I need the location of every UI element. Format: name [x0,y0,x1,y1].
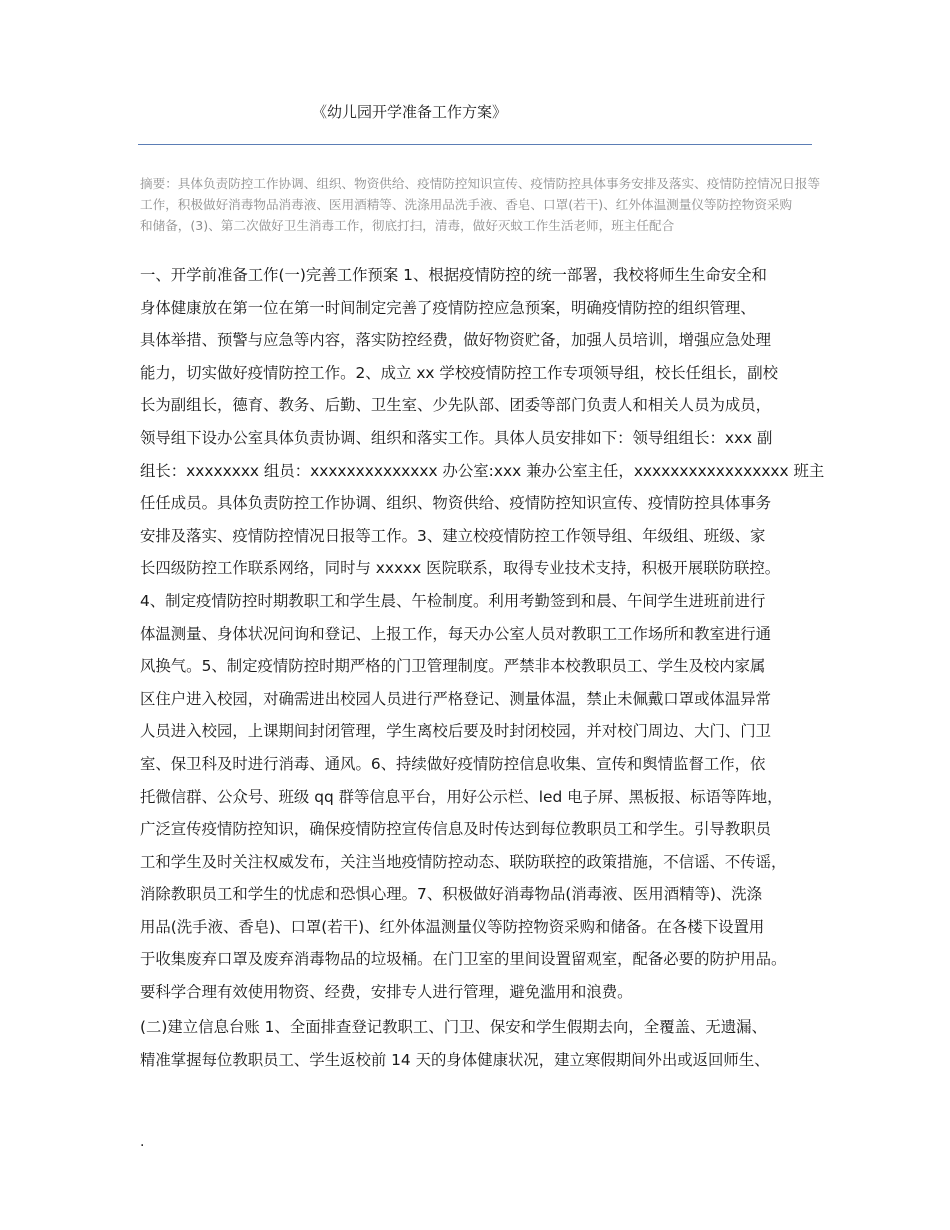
body-line: 托微信群、公众号、班级 qq 群等信息平台，用好公示栏、led 电子屏、黑板报、标语等阵地， [140,787,783,806]
body-line: 具体举措、预警与应急等内容，落实防控经费，做好物资贮备，加强人员培训，增强应急处理 [140,331,772,350]
body-line: 4、制定疫情防控时期教职工和学生晨、午检制度。利用考勤签到和晨、午间学生进班前进行 [140,591,766,610]
body-line: 组长：xxxxxxxx 组员：xxxxxxxxxxxxxx 办公室:xxx 兼办公室主任，xxxxxxxxxxxxxxxxx 班主 [140,461,825,480]
body-line: 长四级防控工作联系网络，同时与 xxxxx 医院联系，取得专业技术支持，积极开展联防联控。 [140,559,781,578]
body-line: 安排及落实、疫情防控情况日报等工作。3、建立校疫情防控工作领导组、年级组、班级、家 [140,526,766,545]
body-line: 工和学生及时关注权威发布，关注当地疫情防控动态、联防联控的政策措施，不信谣、不传谣， [140,852,787,871]
body-paragraph-2 [140,1011,830,1076]
body-line: 精准掌握每位教职员工、学生返校前 14 天的身体健康状况，建立寒假期间外出或返回师生、 [140,1050,770,1069]
body-line: 风换气。5、制定疫情防控时期严格的门卫管理制度。严禁非本校教职员工、学生及校内家属 [140,657,766,676]
body-line: 人员进入校园，上课期间封闭管理，学生离校后要及时封闭校园，并对校门周边、大门、门卫 [140,722,772,741]
body-line: 广泛宣传疫情防控知识，确保疫情防控宣传信息及时传达到每位教职员工和学生。引导教职员 [140,820,772,839]
body-line: 身体健康放在第一位在第一时间制定完善了疫情防控应急预案，明确疫情防控的组织管理、 [140,298,756,317]
body-line: 任任成员。具体负责防控工作协调、组织、物资供给、疫情防控知识宣传、疫情防控具体事务 [140,494,772,513]
body-line: 长为副组长，德育、教务、后勤、卫生室、少先队部、团委等部门负责人和相关人员为成员， [140,396,772,415]
abstract-line: 摘要：具体负责防控工作协调、组织、物资供给、疫情防控知识宣传、疫情防控具体事务安排及落实、疫情防控情况日报等 [140,176,821,191]
document-title: 《幼儿园开学准备工作方案》 [312,103,508,121]
body-line: 领导组下设办公室具体负责协调、组织和落实工作。具体人员安排如下：领导组组长：xxx 副 [140,428,773,447]
body-line: 用品(洗手液、香皂)、口罩(若干)、红外体温测量仪等防控物资采购和储备。在各楼下设置用 [140,917,765,936]
body-line: 体温测量、身体状况问询和登记、上报工作，每天办公室人员对教职工工作场所和教室进行通 [140,624,772,643]
abstract [140,173,860,236]
title-divider [138,144,812,145]
body-paragraph-1 [140,259,830,1009]
body-line: 能力，切实做好疫情防控工作。2、成立 xx 学校疫情防控工作专项领导组，校长任组长，副校 [140,363,779,382]
body-line: 一、开学前准备工作(一)完善工作预案 1、根据疫情防控的统一部署，我校将师生生命安全和 [140,266,767,284]
body-line: 区住户进入校园，对确需进出校园人员进行严格登记、测量体温，禁止未佩戴口罩或体温异常 [140,689,772,708]
body-line: 要科学合理有效使用物资、经费，安排专人进行管理，避免滥用和浪费。 [140,983,633,1002]
abstract-line: 和储备，(3)、第二次做好卫生消毒工作，彻底打扫，清毒，做好灭蚊工作生活老师，班主任配合 [140,218,675,233]
body-line: 于收集废弃口罩及废弃消毒物品的垃圾桶。在门卫室的里间设置留观室，配备必要的防护用品。 [140,950,787,969]
body-line: 室、保卫科及时进行消毒、通风。6、持续做好疫情防控信息收集、宣传和舆情监督工作，依 [140,754,766,773]
body-line: (二)建立信息台账 1、全面排查登记教职工、门卫、保安和学生假期去向，全覆盖、无遗漏、 [140,1018,767,1036]
abstract-line: 工作，积极做好消毒物品消毒液、医用酒精等、洗涤用品洗手液、香皂、口罩(若干)、红外体温测量仪等防控物资采购 [140,197,793,212]
body-line: 消除教职员工和学生的忧虑和恐惧心理。7、积极做好消毒物品(消毒液、医用酒精等)、洗涤 [140,885,763,904]
page-marker: . [140,1134,145,1150]
